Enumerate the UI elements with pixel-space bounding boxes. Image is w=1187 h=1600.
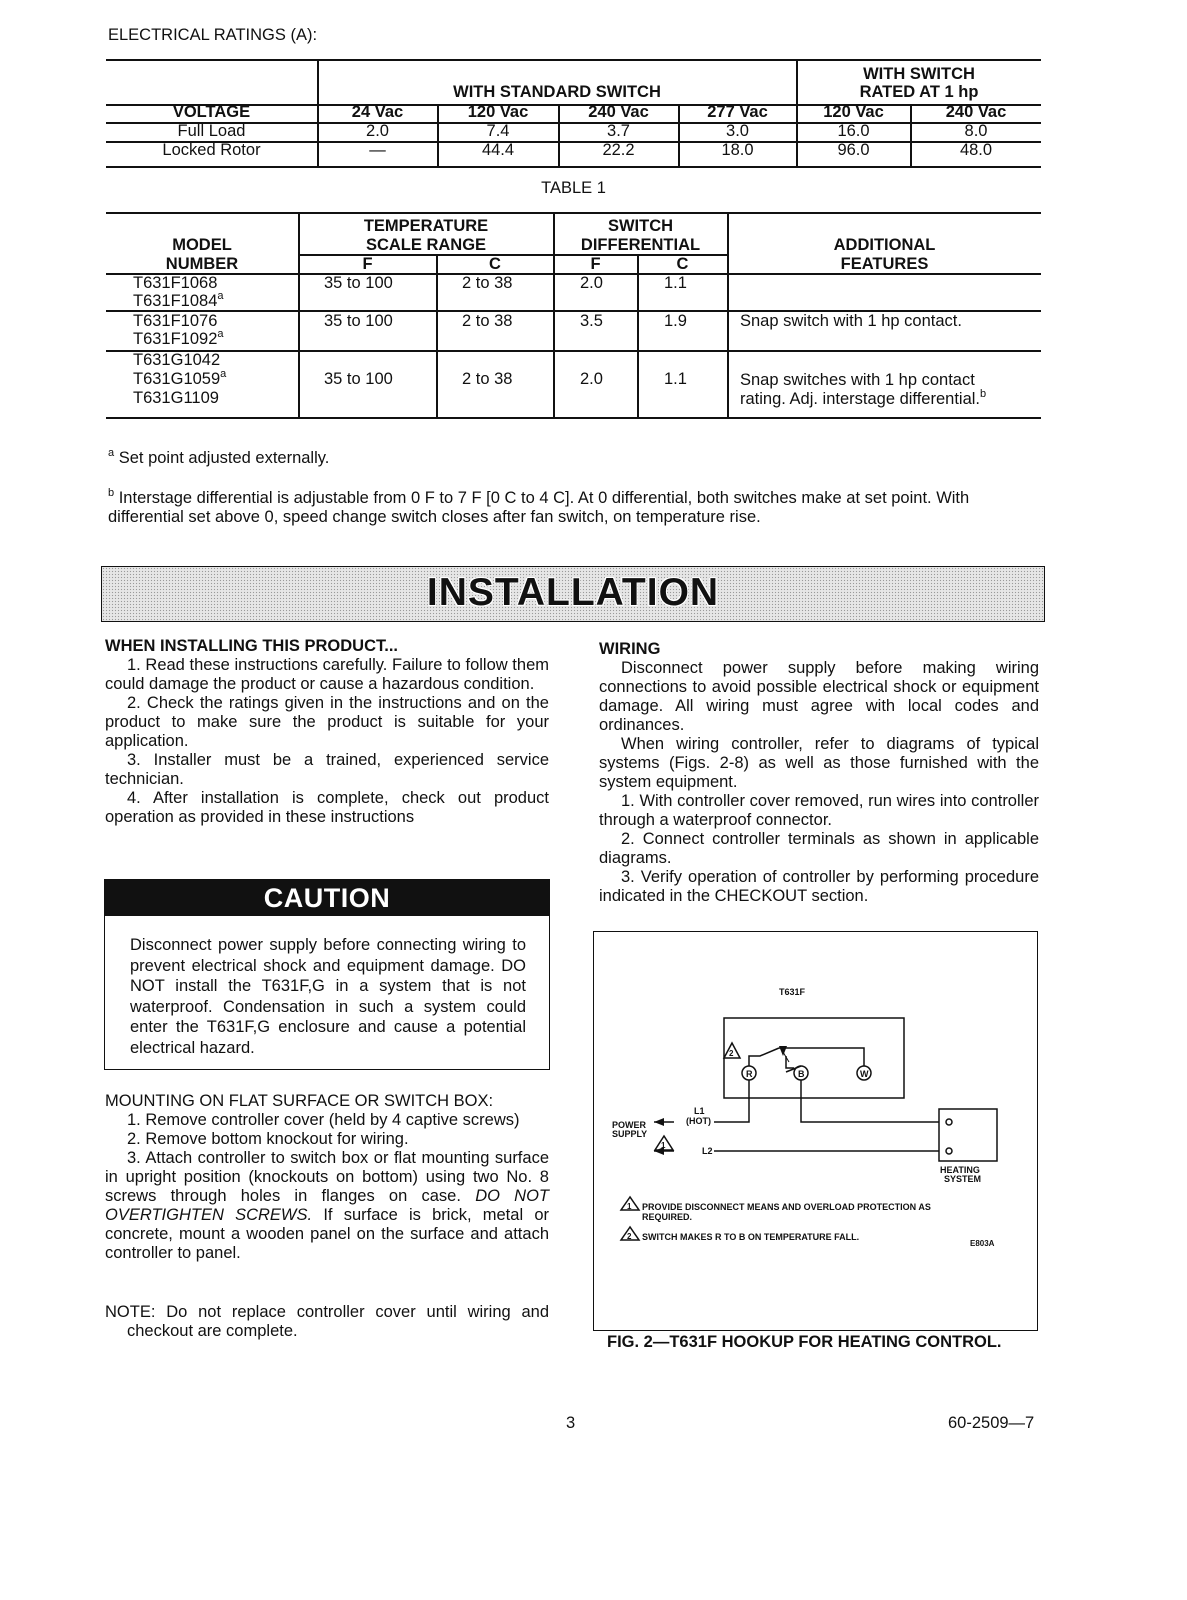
- model-header-2: NUMBER: [165, 255, 239, 273]
- temp-header: TEMPERATURE: [363, 217, 489, 235]
- note-mark-2: 2: [627, 1232, 632, 1241]
- features-text: rating. Adj. interstage differential.$^b$: [740, 388, 987, 408]
- mounting-heading: MOUNTING ON FLAT SURFACE OR SWITCH BOX:: [105, 1092, 494, 1110]
- column-header: 240 Vac: [588, 103, 649, 121]
- table-cell: 8.0: [964, 122, 988, 140]
- power-supply-label-2: SUPPLY: [612, 1129, 648, 1139]
- hot-label: (HOT): [686, 1116, 711, 1126]
- temp-f: 35 to 100: [324, 312, 393, 330]
- terminal-b: B: [798, 1069, 805, 1079]
- caution-title: CAUTION: [105, 880, 549, 916]
- switch-header: SWITCH: [607, 217, 674, 235]
- temp-c: 2 to 38: [462, 274, 513, 292]
- table-cell: 44.4: [481, 141, 515, 159]
- wiring-heading: WIRING: [599, 640, 661, 658]
- temp-header-2: SCALE RANGE: [365, 236, 487, 254]
- table-cell: 48.0: [959, 141, 993, 159]
- heating-system-label-2: SYSTEM: [944, 1174, 982, 1184]
- sub-header-f: F: [590, 255, 601, 273]
- document-number: 60-2509—7: [948, 1414, 1035, 1432]
- caution-text: Disconnect power supply before connecting wiring to prevent electrical shock and equipment damage. DO NOT install the T631F,G in a system that is not waterproof. Condensation in such a system could enter the T631F,G enclosure and cause a potential electrical hazard.: [130, 936, 526, 1057]
- terminal-w: W: [860, 1069, 869, 1079]
- table-cell: 2.0: [366, 122, 389, 140]
- model-header: MODEL: [172, 236, 232, 254]
- installation-banner: [101, 566, 1045, 622]
- table-cell: 3.0: [726, 122, 749, 140]
- column-header: 277 Vac: [707, 103, 768, 121]
- paragraph: Disconnect power supply before making wiring connections to avoid possible electrical shock or equipment damage. All wiring must agree with local codes and ordinances.: [599, 659, 1039, 734]
- when-installing-heading: WHEN INSTALLING THIS PRODUCT...: [105, 637, 399, 655]
- ratings-group-1hp-line2: RATED AT 1 hp: [859, 83, 979, 101]
- table-cell: 22.2: [602, 141, 635, 159]
- footnote-mark: a: [217, 290, 224, 302]
- when-installing-list: [105, 656, 549, 827]
- l1-label: L1: [694, 1106, 705, 1116]
- list-item: 2. Remove bottom knockout for wiring.: [127, 1130, 409, 1148]
- controller-box: [724, 1018, 904, 1098]
- model-number: T631F1084$^a$: [133, 290, 224, 310]
- warning-emphasis: DO NOT OVERTIGHTEN SCREWS.: [105, 1187, 549, 1224]
- diff-f: 2.0: [580, 274, 603, 292]
- features-text: Snap switch with 1 hp contact.: [740, 312, 962, 330]
- list-item: 1. Read these instructions carefully. Failure to follow them could damage the product or cause a hazardous condition.: [105, 656, 549, 693]
- footnote-b: $^b$ Interstage differential is adjustable from 0 F to 7 F [0 C to 4 C]. At 0 differential, both switches make at set point. With differential set above 0, speed change switch closes after fan switch, on temperature rise.: [108, 487, 970, 526]
- list-item: 1. With controller cover removed, run wires into controller through a waterproof connector.: [599, 792, 1039, 829]
- installation-title: INSTALLATION: [426, 571, 720, 614]
- column-header: 24 Vac: [351, 103, 404, 121]
- wiring-text: [599, 659, 1039, 906]
- list-item: 2. Check the ratings given in the instructions and on the product to make sure the product is suitable for your application.: [105, 694, 549, 750]
- note-mark-1: 1: [627, 1202, 632, 1211]
- features-text: Snap switches with 1 hp contact: [740, 371, 975, 389]
- temp-f: 35 to 100: [324, 274, 393, 292]
- model-number: T631F1092$^a$: [133, 328, 224, 348]
- model-number: T631G1042: [133, 351, 221, 369]
- list-item: 3. Verify operation of controller by performing procedure indicated in the CHECKOUT section.: [599, 868, 1039, 905]
- table-cell: —: [369, 141, 386, 159]
- sub-header-c: C: [676, 255, 689, 273]
- diff-c: 1.1: [664, 370, 687, 388]
- figure-caption: FIG. 2—T631F HOOKUP FOR HEATING CONTROL.: [607, 1333, 1002, 1351]
- temp-c: 2 to 38: [462, 370, 513, 388]
- page-number: 3: [566, 1414, 576, 1432]
- table-cell: 96.0: [837, 141, 870, 159]
- model-number: T631G1059$^a$: [133, 368, 227, 388]
- table-caption: TABLE 1: [541, 179, 606, 197]
- model-number: T631F1076: [133, 312, 218, 330]
- note-mark-1: 1: [661, 1141, 666, 1150]
- model-number: T631G1109: [133, 389, 219, 407]
- sub-header-f: F: [362, 255, 373, 273]
- note-1-line2: REQUIRED.: [642, 1212, 693, 1222]
- column-header: 120 Vac: [823, 103, 884, 121]
- table-cell: 18.0: [721, 141, 754, 159]
- ratings-heading: ELECTRICAL RATINGS (A):: [108, 26, 318, 44]
- mounting-steps: [105, 1111, 549, 1263]
- figure-code: E803A: [970, 1239, 995, 1248]
- footnote-mark: a: [108, 447, 115, 459]
- column-header: 120 Vac: [467, 103, 529, 121]
- wiring-diagram: [593, 931, 1038, 1331]
- footnote-a: $^a$ Set point adjusted externally.: [108, 447, 330, 467]
- temp-c: 2 to 38: [462, 312, 513, 330]
- temp-f: 35 to 100: [324, 370, 393, 388]
- row-label: Full Load: [177, 122, 246, 140]
- row-label: Locked Rotor: [162, 141, 261, 159]
- wiring-diagram-svg: [594, 932, 1036, 1329]
- table-cell: 7.4: [486, 122, 510, 140]
- heating-system-label: HEATING: [940, 1165, 980, 1175]
- footnote-mark: a: [220, 368, 227, 380]
- device-label: T631F: [779, 987, 806, 997]
- table-cell: 16.0: [837, 122, 870, 140]
- table-cell: 3.7: [607, 122, 630, 140]
- power-supply-label: POWER: [612, 1120, 647, 1130]
- terminal-r: R: [746, 1069, 753, 1079]
- list-item: 3. Attach controller to switch box or flat mounting surface in upright position (knockouts on bottom) using two No. 8 screws through holes in flanges on case. DO NOT OVERTIGHTEN SCREWS. If surface is brick, metal or concrete, mount a wooden panel on the surface and attach controller to panel.: [105, 1149, 549, 1262]
- footnote-mark: b: [108, 487, 115, 499]
- list-item: 2. Connect controller terminals as shown in applicable diagrams.: [599, 830, 1039, 867]
- diff-f: 2.0: [580, 370, 603, 388]
- paragraph: When wiring controller, refer to diagrams of typical systems (Figs. 2-8) as well as those furnished with the system equipment.: [599, 735, 1039, 791]
- list-item: 3. Installer must be a trained, experienced service technician.: [105, 751, 549, 788]
- sub-header-c: C: [489, 255, 501, 273]
- list-item: 1. Remove controller cover (held by 4 captive screws): [127, 1111, 520, 1129]
- l2-label: L2: [702, 1146, 713, 1156]
- ratings-group-standard: WITH STANDARD SWITCH: [453, 83, 661, 101]
- diff-c: 1.9: [664, 312, 687, 330]
- caution-box: [104, 879, 550, 1070]
- note-mark-2: 2: [729, 1049, 734, 1058]
- note-2: SWITCH MAKES R TO B ON TEMPERATURE FALL.: [642, 1232, 860, 1242]
- voltage-header: VOLTAGE: [172, 103, 251, 121]
- switch-header-2: DIFFERENTIAL: [580, 236, 701, 254]
- diff-c: 1.1: [664, 274, 687, 292]
- footnote-mark: b: [980, 388, 987, 400]
- footnote-mark: a: [217, 328, 224, 340]
- note-1: PROVIDE DISCONNECT MEANS AND OVERLOAD PROTECTION AS: [642, 1202, 931, 1212]
- features-header: ADDITIONAL: [833, 236, 936, 254]
- ratings-group-1hp: WITH SWITCH: [863, 65, 975, 83]
- note: NOTE: Do not replace controller cover until wiring and checkout are complete.: [105, 1303, 549, 1340]
- list-item: 4. After installation is complete, check out product operation as provided in these instructions: [105, 789, 549, 826]
- diff-f: 3.5: [580, 312, 603, 330]
- model-number: T631F1068: [133, 274, 218, 292]
- column-header: 240 Vac: [945, 103, 1007, 121]
- features-header-2: FEATURES: [840, 255, 929, 273]
